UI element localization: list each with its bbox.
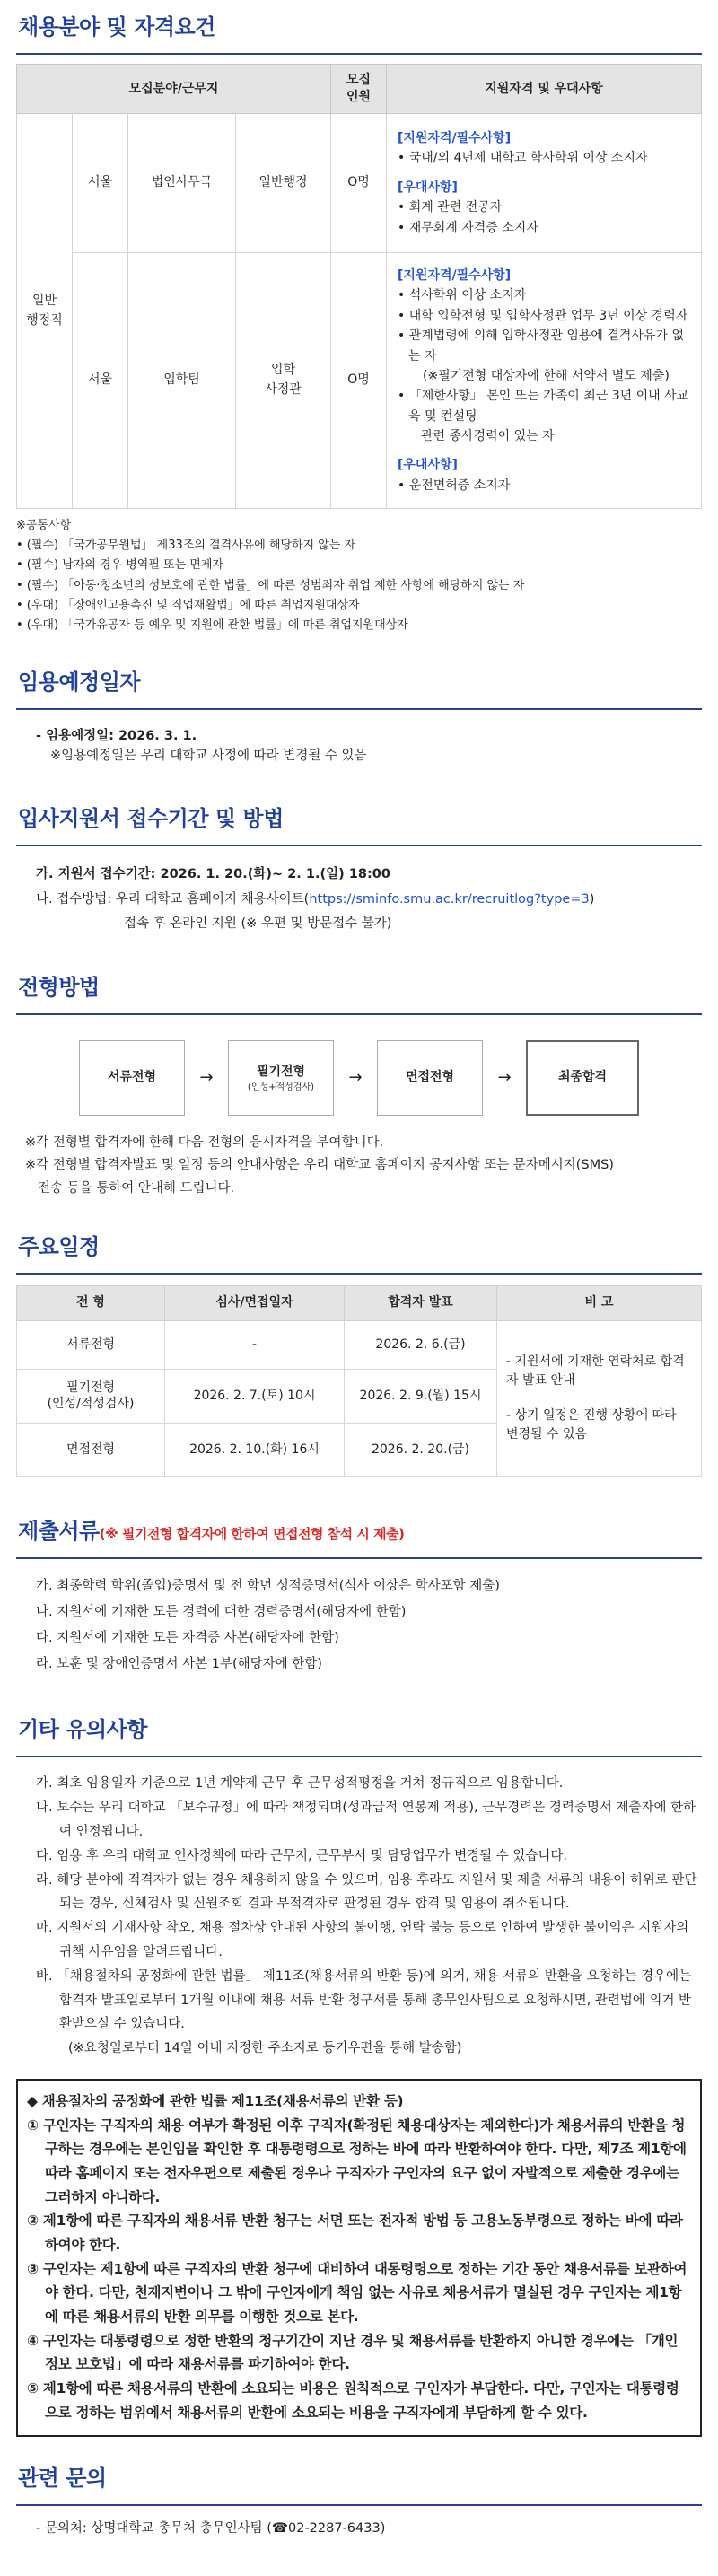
required-heading: [지원자격/필수사항] xyxy=(398,130,512,145)
application-method-cont: 접속 후 온라인 지원 (※ 우편 및 방문접수 불가) xyxy=(124,916,392,932)
sched-header: 심사/면접일자 xyxy=(165,1286,345,1321)
list-item: 나. 보수는 우리 대학교 「보수규정」에 따라 책정되며(성과급적 연봉제 적용), 근무경력은 경력증명서 제출자에 한하여 인정됩니다. xyxy=(36,1801,696,1839)
preferred-item: • 재무회계 자격증 소지자 xyxy=(398,220,538,235)
list-item: 가. 최초 임용일자 기준으로 1년 계약제 근무 후 근무성적평정을 거쳐 정규직으로 임용합니다. xyxy=(36,1776,564,1792)
header-count: 모집 인원 xyxy=(331,65,387,114)
requirement-item: • 관계법령에 의해 입학사정관 임용에 결격사유가 없는 자 xyxy=(398,329,684,364)
flow-final: 최종합격 xyxy=(526,1040,639,1116)
selection-note: ※각 전형별 합격자발표 및 일정 등의 안내사항은 우리 대학교 홈페이지 공지사항 또는 문자메시지(SMS) xyxy=(25,1158,614,1173)
remark-line: - 지원서에 기재한 연락처로 합격자 발표 안내 xyxy=(506,1354,685,1389)
selection-note: 전송 등을 통하여 안내해 드립니다. xyxy=(38,1180,235,1196)
list-item: 다. 지원서에 기재한 모든 자격증 사본(해당자에 한함) xyxy=(36,1631,339,1646)
law-item: ② 제1항에 따른 구직자의 채용서류 반환 청구는 서면 또는 전자적 방법 등 고용노동부령으로 정하는 바에 따라 하여야 한다. xyxy=(27,2212,683,2254)
application-title: 입사지원서 접수기간 및 방법 xyxy=(16,792,702,846)
requirements-cell xyxy=(387,252,702,508)
remark-line: - 상기 일정은 진행 상황에 따라 변경될 수 있음 xyxy=(506,1408,677,1442)
application-method xyxy=(36,888,702,913)
preferred-item: • 회계 관련 전공자 xyxy=(398,200,503,215)
date-cell: 2026. 2. 10.(화) 16시 xyxy=(165,1423,345,1476)
list-item: 다. 임용 후 우리 대학교 인사정책에 따라 근무지, 근무부서 및 담당업무가 변경될 수 있습니다. xyxy=(36,1848,568,1863)
method-prefix: 나. 접수방법: 우리 대학교 홈페이지 채용사이트( xyxy=(36,891,310,907)
selection-section xyxy=(16,960,702,1200)
preferred-item: • 운전면허증 소지자 xyxy=(398,478,511,493)
notice-section xyxy=(16,1703,702,2066)
requirement-item: • 국내/외 4년제 대학교 학사학위 이상 소지자 xyxy=(398,151,648,166)
flow-interview: 면접전형 xyxy=(377,1040,483,1116)
sched-header: 전 형 xyxy=(17,1286,165,1321)
law-title: ◆ 채용절차의 공정화에 관한 법률 제11조(채용서류의 반환 등) xyxy=(27,2093,404,2110)
contact-title: 관련 문의 xyxy=(16,2451,702,2506)
law-item: ① 구인자는 구직자의 채용 여부가 확정된 이후 구직자(확정된 채용대상자는 제외한다)가 채용서류의 반환을 청구하는 경우에는 본인임을 확인한 후 대통령령으로 정하는 바에 따라 반환하여야 한다. 다만, 제7조 제1항에 따라 홈페이지 또는 전자우편으로 제출된 경우나 구직자가 구인자의 요구 없이 자발적으로 제출한 경우에는 그러하지 아니하다. xyxy=(27,2116,687,2205)
job-cell: 입학 사정관 xyxy=(236,252,331,508)
appointment-title: 임용예정일자 xyxy=(16,655,702,710)
appointment-date: - 임용예정일: 2026. 3. 1. xyxy=(36,729,197,744)
requirement-item: • 「제한사항」 본인 또는 가족이 최근 3년 이내 사교육 및 컨설팅 xyxy=(398,389,689,424)
method-suffix: ) xyxy=(589,891,595,907)
recruit-site-link[interactable]: https://sminfo.smu.ac.kr/recruitlog?type=3 xyxy=(309,891,590,907)
application-period: 가. 지원서 접수기간: 2026. 1. 20.(화)~ 2. 1.(일) 18:00 xyxy=(36,867,390,882)
required-heading: [지원자격/필수사항] xyxy=(398,267,512,283)
sched-header: 비 고 xyxy=(497,1286,702,1321)
arrow-icon: → xyxy=(348,1068,363,1088)
notice-list xyxy=(16,1757,702,2066)
list-item: 라. 해당 분야에 적격자가 없는 경우 채용하지 않을 수 있으며, 임용 후라도 지원서 및 제출 서류의 내용이 허위로 판단되는 경우, 신체검사 및 신원조회 결과 부적격자로 판정된 경우 합격 및 임용이 취소됩니다. xyxy=(36,1872,697,1912)
documents-list xyxy=(16,1559,702,1683)
table-row xyxy=(17,1320,702,1369)
location-cell: 서울 xyxy=(73,113,128,252)
common-notes xyxy=(16,516,702,635)
qualification-section xyxy=(16,0,702,635)
law-item: ④ 구인자는 대통령령으로 정한 반환의 청구기간이 지난 경우 및 채용서류를 반환하지 아니한 경우에는 「개인정보 보호법」에 따라 채용서류를 파기하여야 한다. xyxy=(27,2332,679,2373)
remark-cell xyxy=(497,1320,702,1476)
arrow-icon: → xyxy=(497,1068,512,1088)
schedule-table xyxy=(16,1285,702,1477)
table-row xyxy=(17,113,702,252)
selection-note: ※각 전형별 합격자에 한해 다음 전형의 응시자격을 부여합니다. xyxy=(25,1135,384,1150)
list-item: 라. 보훈 및 장애인증명서 사본 1부(해당자에 한함) xyxy=(36,1657,322,1672)
department-cell: 입학팀 xyxy=(128,252,236,508)
stage-cell: 필기전형 (인성/적성검사) xyxy=(17,1369,165,1423)
contact-section xyxy=(16,2451,702,2557)
notice-footnote: (※요청일로부터 14일 이내 지정한 주소지로 등기우편을 통해 발송함) xyxy=(68,2041,462,2056)
notice-title: 기타 유의사항 xyxy=(16,1703,702,1757)
selection-notes xyxy=(16,1132,702,1200)
list-item: 가. 최종학력 학위(졸업)증명서 및 전 학년 성적증명서(석사 이상은 학사포함 제출) xyxy=(36,1579,500,1594)
schedule-section xyxy=(16,1220,702,1477)
note-line: • (우대) 「국가유공자 등 예우 및 지원에 관한 법률」에 따른 취업지원대상자 xyxy=(16,618,408,632)
date-cell: - xyxy=(165,1320,345,1369)
stage-cell: 서류전형 xyxy=(17,1320,165,1369)
count-cell: O명 xyxy=(331,113,387,252)
header-requirements: 지원자격 및 우대사항 xyxy=(387,65,702,114)
list-item: 나. 지원서에 기재한 모든 경력에 대한 경력증명서(해당자에 한함) xyxy=(36,1605,407,1620)
stage-cell: 면접전형 xyxy=(17,1423,165,1476)
documents-title-wrap xyxy=(16,1504,702,1559)
group-cell: 일반 행정직 xyxy=(17,113,73,508)
requirement-item-continued: 관련 종사경력이 있는 자 xyxy=(421,429,555,444)
requirement-item: • 석사학위 이상 소지자 xyxy=(398,288,527,303)
documents-subtitle: (※ 필기전형 합격자에 한하여 면접전형 참석 시 제출) xyxy=(99,1525,405,1542)
law-box xyxy=(16,2079,702,2437)
flow-document: 서류전형 xyxy=(79,1040,185,1116)
documents-section xyxy=(16,1504,702,1683)
law-item: ⑤ 제1항에 따른 채용서류의 반환에 소요되는 비용은 원칙적으로 구인자가 부담한다. 다만, 구인자는 대통령령으로 정하는 범위에서 채용서류의 반환에 소요되는 비용을 구직자에게 부담하게 할 수 있다. xyxy=(27,2379,679,2421)
flow-written-sub: (인성+적성검사) xyxy=(247,1082,315,1092)
application-section xyxy=(16,792,702,942)
note-line: • (우대) 「장애인고용촉진 및 직업재활법」에 따른 취업지원대상자 xyxy=(16,598,360,612)
appointment-section xyxy=(16,655,702,774)
result-cell: 2026. 2. 20.(금) xyxy=(345,1423,497,1476)
requirements-cell xyxy=(387,113,702,252)
contact-line: - 문의처: 상명대학교 총무처 총무인사팀 (☎02-2287-6433) xyxy=(36,2521,386,2537)
documents-title: 제출서류 xyxy=(18,1518,100,1544)
table-row xyxy=(17,252,702,508)
arrow-icon: → xyxy=(199,1068,214,1088)
selection-title: 전형방법 xyxy=(16,960,702,1015)
count-cell: O명 xyxy=(331,252,387,508)
law-item: ③ 구인자는 제1항에 따른 구직자의 반환 청구에 대비하여 대통령령으로 정하는 기간 동안 채용서류를 보관하여야 한다. 다만, 천재지변이나 그 밖에 구인자에게 책임 없는 사유로 채용서류가 멸실된 경우 구인자는 제1항에 따른 채용서류의 반환 의무를 이행한 것으로 본다. xyxy=(27,2260,687,2325)
location-cell: 서울 xyxy=(73,252,128,508)
job-cell: 일반행정 xyxy=(236,113,331,252)
note-line: ※공통사항 xyxy=(16,519,72,533)
qualification-table xyxy=(16,64,702,509)
selection-flow xyxy=(16,1015,702,1132)
requirement-note: (※필기전형 대상자에 한해 서약서 별도 제출) xyxy=(423,368,670,383)
result-cell: 2026. 2. 9.(월) 15시 xyxy=(345,1369,497,1423)
preferred-heading: [우대사항] xyxy=(398,180,458,195)
department-cell: 법인사무국 xyxy=(128,113,236,252)
flow-written: 필기전형 (인성+적성검사) xyxy=(228,1040,334,1116)
preferred-heading: [우대사항] xyxy=(398,458,458,473)
requirement-item: • 대학 입학전형 및 입학사정관 업무 3년 이상 경력자 xyxy=(398,308,688,323)
header-field: 모집분야/근무지 xyxy=(17,65,331,114)
date-cell: 2026. 2. 7.(토) 10시 xyxy=(165,1369,345,1423)
appointment-note: ※임용예정일은 우리 대학교 사정에 따라 변경될 수 있음 xyxy=(50,749,367,764)
list-item: 마. 지원서의 기재사항 착오, 채용 절차상 안내된 사항의 불이행, 연락 불능 등으로 인하여 발생한 불이익은 지원자의 귀책 사유임을 알려드립니다. xyxy=(36,1921,689,1960)
result-cell: 2026. 2. 6.(금) xyxy=(345,1320,497,1369)
note-line: • (필수) 남자의 경우 병역필 또는 면제자 xyxy=(16,558,223,573)
list-item: 바. 「채용절차의 공정화에 관한 법률」 제11조(채용서류의 반환 등)에 의거, 채용 서류의 반환을 요청하는 경우에는 합격자 발표일로부터 1개월 이내에 채용 서류 반환 청구서를 통해 총무인사팀으로 요청하시면, 관련법에 의거 반환받으실 수 있습니다. xyxy=(36,1968,692,2032)
sched-header: 합격자 발표 xyxy=(345,1286,497,1321)
qualification-title: 채용분야 및 자격요건 xyxy=(16,0,702,55)
note-line: • (필수) 「국가공무원법」 제33조의 결격사유에 해당하지 않는 자 xyxy=(16,539,356,553)
note-line: • (필수) 「아동·청소년의 성보호에 관한 법률」에 따른 성범죄자 취업 제한 사항에 해당하지 않는 자 xyxy=(16,578,525,592)
schedule-title: 주요일정 xyxy=(16,1220,702,1275)
